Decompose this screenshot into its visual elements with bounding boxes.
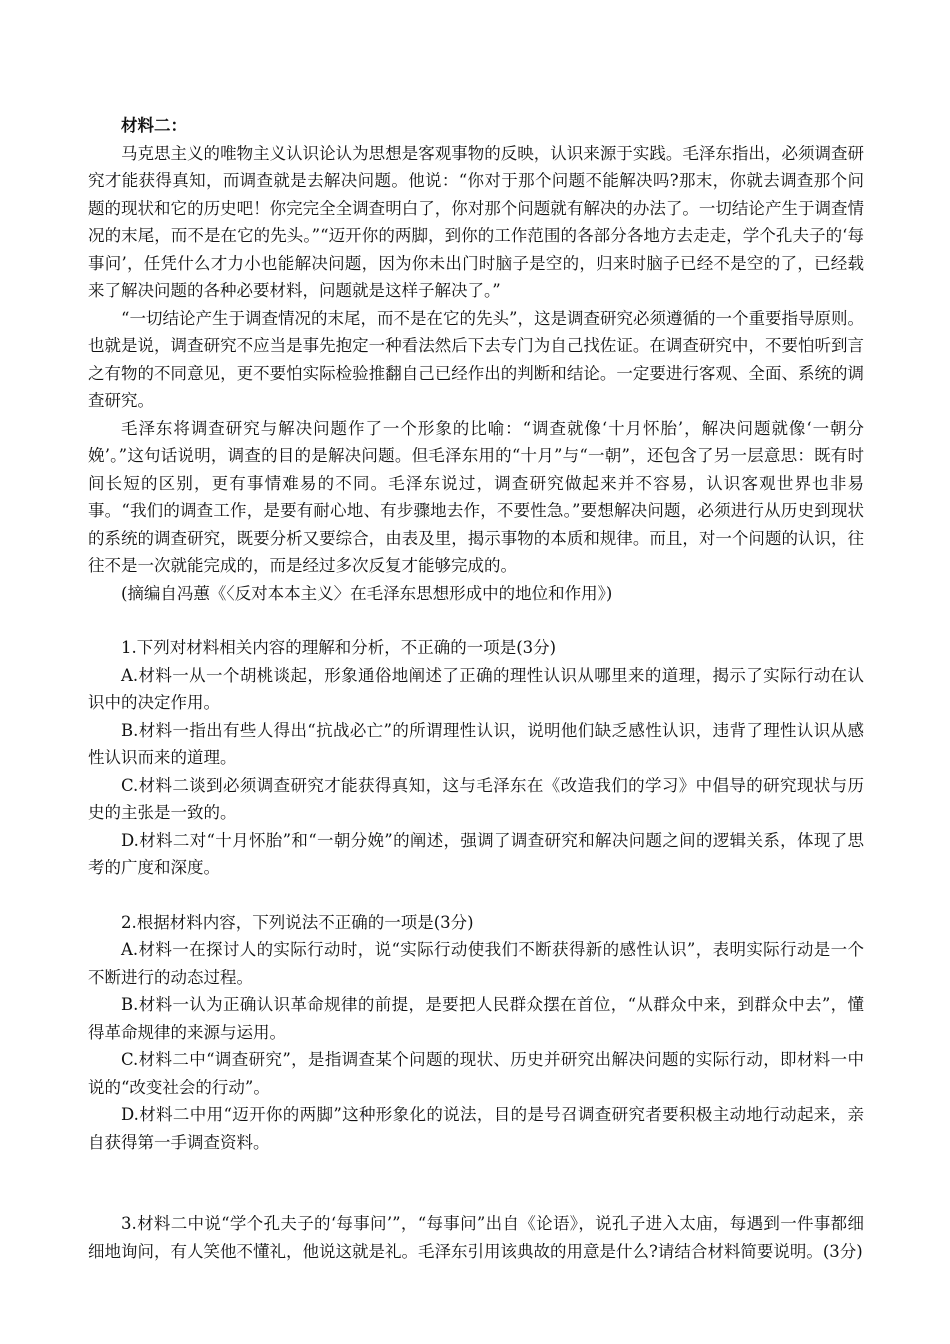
- question-3: [88, 1210, 864, 1265]
- spacer: [88, 882, 864, 909]
- material-two: [88, 112, 864, 607]
- option-d: D.材料二对“十月怀胎”和“一朝分娩”的阐述，强调了调查研究和解决问题之间的逻辑关系，体现了思考的广度和深度。: [88, 830, 864, 877]
- question-stem: 2.根据材料内容，下列说法不正确的一项是(3分): [121, 912, 474, 932]
- spacer: [88, 1156, 864, 1210]
- material-source: (摘编自冯蕙《〈反对本本主义〉在毛泽东思想形成中的地位和作用》): [121, 583, 613, 603]
- option-c: C.材料二谈到必须调查研究才能获得真知，这与毛泽东在《改造我们的学习》中倡导的研究现状与历史的主张是一致的。: [88, 775, 864, 822]
- material-paragraph-1: 马克思主义的唯物主义认识论认为思想是客观事物的反映，认识来源于实践。毛泽东指出，必须调查研究才能获得真知，而调查就是去解决问题。他说：“你对于那个问题不能解决吗?那末，你就去调查那个问题的现状和它的历史吧！你完完全全调查明白了，你对那个问题就有解决的办法了。一切结论产生于调查情况的末尾，而不是在它的先头。”“迈开你的两脚，到你的工作范围的各部分各地方去走走，学个孔夫子的‘每事问’，任凭什么才力小也能解决问题，因为你未出门时脑子是空的，归来时脑子已经不是空的了，已经载来了解决问题的各种必要材料，问题就是这样子解决了。”: [88, 143, 864, 300]
- spacer: [88, 607, 864, 634]
- question-1: [88, 634, 864, 882]
- material-paragraph-2: “一切结论产生于调查情况的末尾，而不是在它的先头”，这是调查研究必须遵循的一个重要指导原则。也就是说，调查研究不应当是事先抱定一种看法然后下去专门为自己找佐证。在调查研究中，不要怕听到言之有物的不同意见，更不要怕实际检验推翻自己已经作出的判断和结论。一定要进行客观、全面、系统的调查研究。: [88, 308, 864, 410]
- option-a: A.材料一在探讨人的实际行动时，说“实际行动使我们不断获得新的感性认识”，表明实际行动是一个不断进行的动态过程。: [88, 940, 864, 987]
- material-paragraph-3: 毛泽东将调查研究与解决问题作了一个形象的比喻：“调查就像‘十月怀胎’，解决问题就像‘一朝分娩’。”这句话说明，调查的目的是解决问题。但毛泽东用的“十月”与“一朝”，还包含了另一层意思：既有时间长短的区别，更有事情难易的不同。毛泽东说过，调查研究做起来并不容易，认识客观世界也非易事。“我们的调查工作，是要有耐心地、有步骤地去作，不要性急。”要想解决问题，必须进行从历史到现状的系统的调查研究，既要分析又要综合，由表及里，揭示事物的本质和规律。而且，对一个问题的认识，往往不是一次就能完成的，而是经过多次反复才能够完成的。: [88, 418, 864, 575]
- option-b: B.材料一指出有些人得出“抗战必亡”的所谓理性认识，说明他们缺乏感性认识，违背了理性认识从感性认识而来的道理。: [88, 720, 864, 767]
- question-stem: 3.材料二中说“学个孔夫子的‘每事问’”，“每事问”出自《论语》，说孔子进入太庙，每遇到一件事都细细地询问，有人笑他不懂礼，他说这就是礼。毛泽东引用该典故的用意是什么?请结合材料简要说明。(3分): [88, 1214, 864, 1261]
- option-b: B.材料一认为正确认识革命规律的前提，是要把人民群众摆在首位，“从群众中来，到群众中去”，懂得革命规律的来源与运用。: [88, 995, 864, 1042]
- material-heading: 材料二：: [121, 116, 187, 135]
- option-d: D.材料二中用“迈开你的两脚”这种形象化的说法，目的是号召调查研究者要积极主动地行动起来，亲自获得第一手调查资料。: [88, 1105, 864, 1152]
- option-a: A.材料一从一个胡桃谈起，形象通俗地阐述了正确的理性认识从哪里来的道理，揭示了实际行动在认识中的决定作用。: [88, 665, 864, 712]
- page-content: [88, 112, 864, 1265]
- question-stem: 1.下列对材料相关内容的理解和分析，不正确的一项是(3分): [121, 638, 557, 657]
- option-c: C.材料二中“调查研究”，是指调查某个问题的现状、历史并研究出解决问题的实际行动，即材料一中说的“改变社会的行动”。: [88, 1050, 864, 1097]
- question-2: [88, 909, 864, 1157]
